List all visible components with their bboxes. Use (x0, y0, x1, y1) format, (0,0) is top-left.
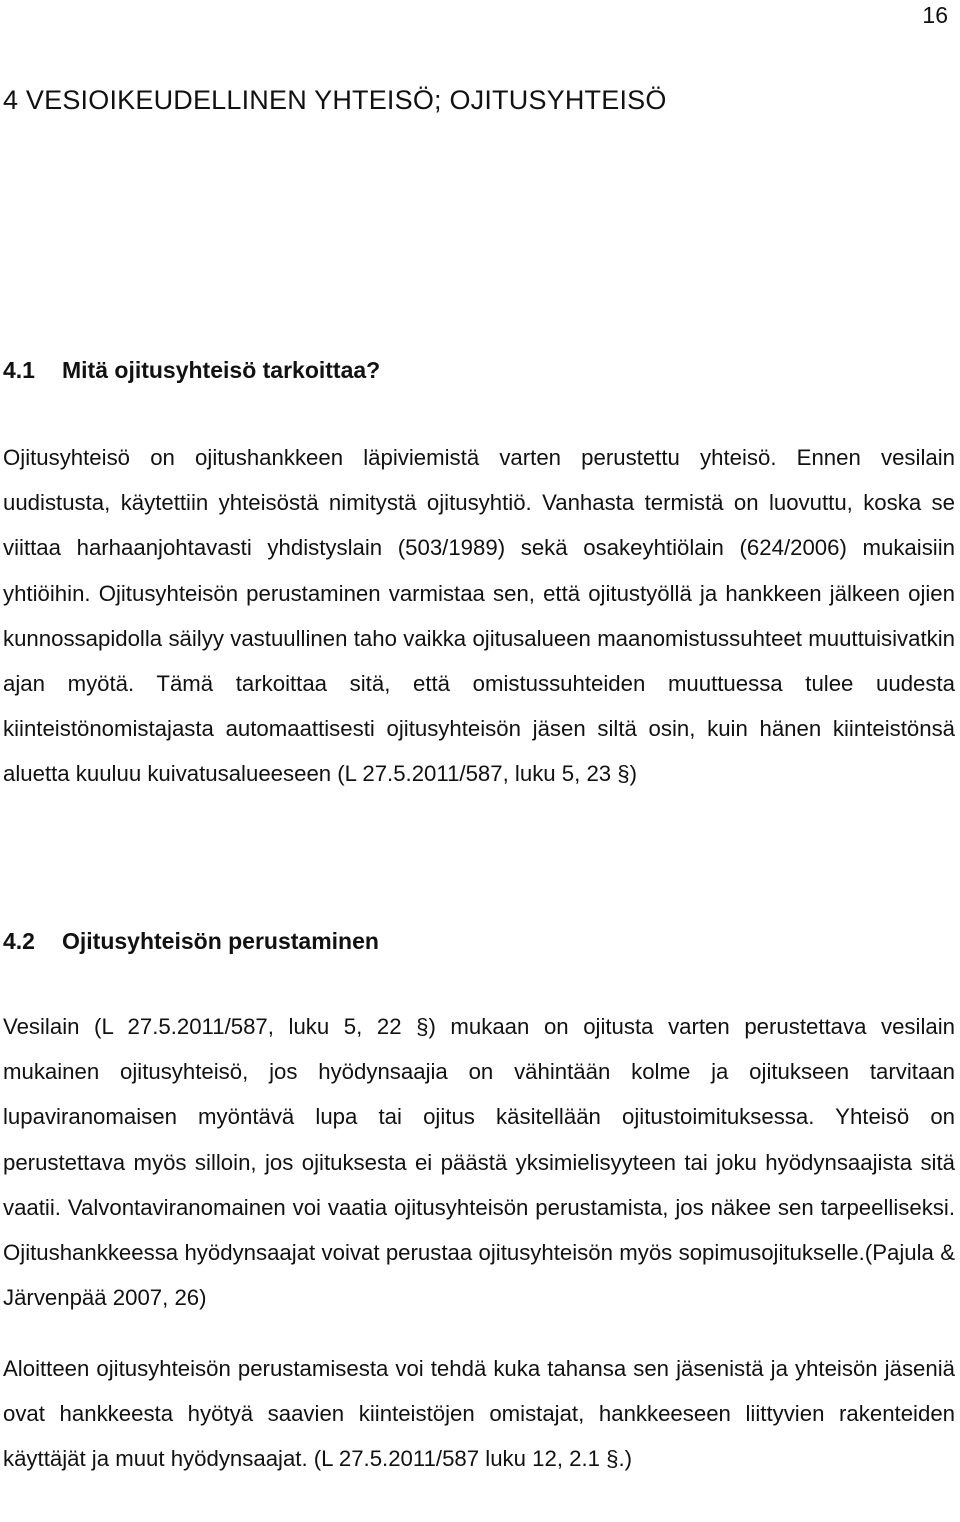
body-paragraph: Vesilain (L 27.5.2011/587, luku 5, 22 §) mukaan on ojitusta varten perustettava vesilain mukainen ojitusyhteisö, jos hyödynsaajia on vähintään kolme ja ojitukseen tarvitaan lupaviranomaisen myöntävä lupa tai ojitus käsitellään ojitustoimituksessa. Yhteisö on perustettava myös silloin, jos ojituksesta ei päästä yksimielisyyteen tai joku hyödynsaajista sitä vaatii. Valvontaviranomainen voi vaatia ojitusyhteisön perustamista, jos näkee sen tarpeelliseksi. Ojitushankkeessa hyödynsaajat voivat perustaa ojitusyhteisön myös sopimusojitukselle.(Pajula & Järvenpää 2007, 26) (3, 1014, 955, 1311)
section-heading-4-2 (3, 927, 379, 955)
section-title: Mitä ojitusyhteisö tarkoittaa? (62, 357, 381, 383)
page-number: 16 (922, 2, 948, 28)
body-paragraph: Aloitteen ojitusyhteisön perustamisesta voi tehdä kuka tahansa sen jäsenistä ja yhteisön jäseniä ovat hankkeesta hyötyä saavien kiinteistöjen omistajat, hankkeeseen liittyvien rakenteiden käyttäjät ja muut hyödynsaajat. (L 27.5.2011/587 luku 12, 2.1 §.) (3, 1356, 955, 1472)
chapter-title: 4 VESIOIKEUDELLINEN YHTEISÖ; OJITUSYHTEISÖ (3, 85, 667, 115)
section-heading-4-1 (3, 356, 380, 384)
section-number: 4.2 (3, 928, 35, 954)
section-title: Ojitusyhteisön perustaminen (62, 928, 379, 954)
body-paragraph: Ojitusyhteisö on ojitushankkeen läpiviemistä varten perustettu yhteisö. Ennen vesilain uudistusta, käytettiin yhteisöstä nimitystä ojitusyhtiö. Vanhasta termistä on luovuttu, koska se viittaa harhaanjohtavasti yhdistyslain (503/1989) sekä osakeyhtiölain (624/2006) mukaisiin yhtiöihin. Ojitusyhteisön perustaminen varmistaa sen, että ojitustyöllä ja hankkeen jälkeen ojien kunnossapidolla säilyy vastuullinen taho vaikka ojitusalueen maanomistussuhteet muuttuisivatkin ajan myötä. Tämä tarkoittaa sitä, että omistussuhteiden muuttuessa tulee uudesta kiinteistönomistajasta automaattisesti ojitusyhteisön jäsen siltä osin, kuin hänen kiinteistönsä aluetta kuuluu kuivatusalueeseen (L 27.5.2011/587, luku 5, 23 §) (3, 445, 955, 787)
section-number: 4.1 (3, 357, 35, 383)
